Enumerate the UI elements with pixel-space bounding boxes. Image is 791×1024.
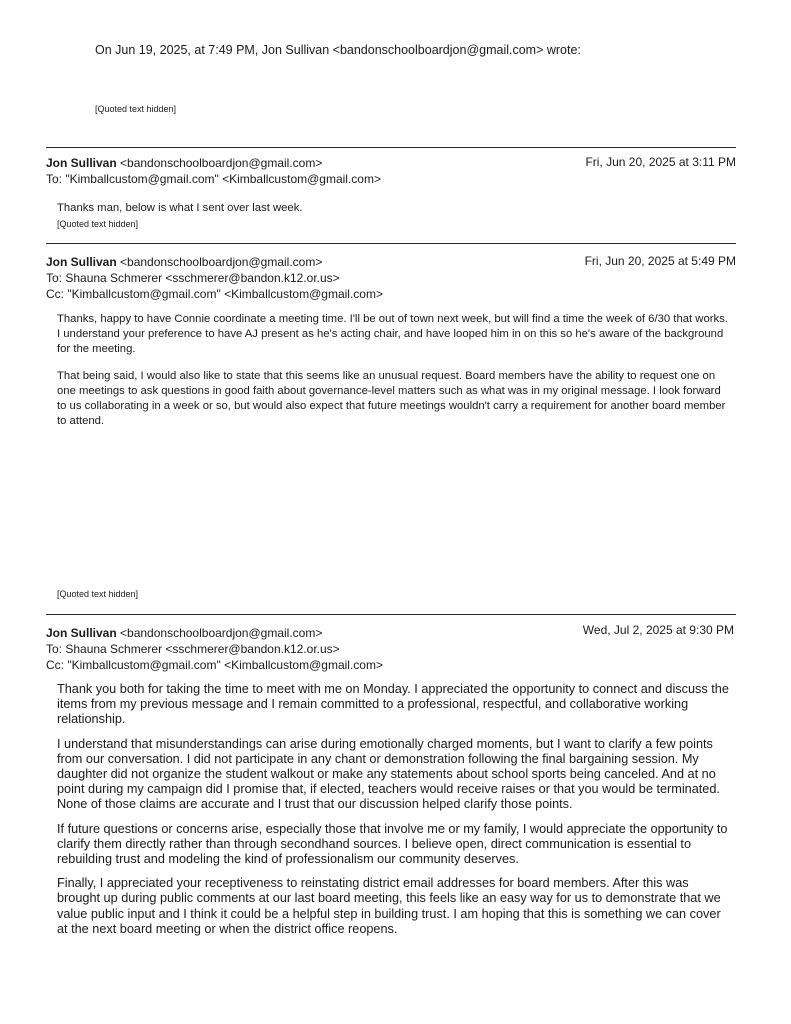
to-line: To: Shauna Schmerer <sschmerer@bandon.k12.or.us> bbox=[46, 271, 340, 285]
sender-email: <bandonschoolboardjon@gmail.com> bbox=[120, 626, 323, 640]
message-body bbox=[57, 201, 727, 228]
sender-name: Jon Sullivan bbox=[46, 626, 117, 640]
intro-line: On Jun 19, 2025, at 7:49 PM, Jon Sullivan <bandonschoolboardjon@gmail.com> wrote: bbox=[95, 43, 581, 57]
body-paragraph: That being said, I would also like to state that this seems like an unusual request. Board members have the ability to request one on one meetings to ask questions in good faith about governance-level matters such as what was in my original message. I look forward to us collaborating in a week or so, but would also expect that future meetings wouldn't carry a requirement for another board member to attend. bbox=[57, 370, 726, 427]
body-paragraph: Thanks, happy to have Connie coordinate a meeting time. I'll be out of town next week, but will find a time the week of 6/30 that works. I understand your preference to have AJ present as he's acting chair, and have looped him in on this so he's aware of the background for the meeting. bbox=[57, 313, 728, 355]
message-body bbox=[57, 312, 729, 441]
sender-line bbox=[46, 155, 381, 171]
quoted-text-hidden-link[interactable]: [Quoted text hidden] bbox=[57, 589, 139, 599]
message-divider bbox=[46, 614, 736, 615]
sender-email: <bandonschoolboardjon@gmail.com> bbox=[120, 156, 323, 170]
to-line: To: Shauna Schmerer <sschmerer@bandon.k12.or.us> bbox=[46, 642, 340, 656]
cc-line: Cc: "Kimballcustom@gmail.com" <Kimballcustom@gmail.com> bbox=[46, 287, 383, 301]
quoted-text-hidden-link[interactable]: [Quoted text hidden] bbox=[95, 104, 177, 114]
sender-name: Jon Sullivan bbox=[46, 255, 117, 269]
message-date: Fri, Jun 20, 2025 at 5:49 PM bbox=[584, 254, 736, 268]
message-header bbox=[46, 254, 383, 302]
quoted-text-hidden-link[interactable]: [Quoted text hidden] bbox=[57, 219, 139, 229]
message-divider bbox=[46, 147, 736, 148]
cc-line: Cc: "Kimballcustom@gmail.com" <Kimballcustom@gmail.com> bbox=[46, 658, 383, 672]
sender-email: <bandonschoolboardjon@gmail.com> bbox=[120, 255, 323, 269]
sender-line bbox=[46, 625, 383, 641]
sender-name: Jon Sullivan bbox=[46, 156, 117, 170]
message-header bbox=[46, 625, 383, 673]
message-date: Wed, Jul 2, 2025 at 9:30 PM bbox=[582, 623, 734, 637]
body-paragraph: Thank you both for taking the time to meet with me on Monday. I appreciated the opportunity to connect and discuss the items from my previous message and I remain committed to a professional, respectful, and collaborative working relationship. bbox=[57, 682, 729, 727]
body-paragraph: Finally, I appreciated your receptiveness to reinstating district email addresses for board members. After this was brought up during public comments at our last board meeting, this feels like an easy way for us to demonstrate that we value public input and I think it could be a helpful step in building trust. I am hoping that this is something we can cover at the next board meeting or when the district office reopens. bbox=[57, 876, 721, 936]
message-date: Fri, Jun 20, 2025 at 3:11 PM bbox=[585, 155, 736, 169]
sender-line bbox=[46, 254, 383, 270]
message-body bbox=[57, 682, 729, 946]
to-line: To: "Kimballcustom@gmail.com" <Kimballcustom@gmail.com> bbox=[46, 172, 381, 186]
body-paragraph: If future questions or concerns arise, especially those that involve me or my family, I would appreciate the opportunity to clarify them directly rather than through secondhand sources. I believe open, direct communication is essential to rebuilding trust and modeling the kind of professionalism our community deserves. bbox=[57, 821, 728, 867]
message-divider bbox=[46, 243, 736, 244]
body-paragraph: Thanks man, below is what I sent over last week. bbox=[57, 202, 303, 214]
body-paragraph: I understand that misunderstandings can arise during emotionally charged moments, but I want to clarify a few points from our conversation. I did not participate in any chant or demonstration following the final bargaining session. My daughter did not organize the student walkout or make any statements about school sports being canceled. And at no point during my campaign did I promise that, if elected, teachers would receive raises or that you would be terminated. None of those claims are accurate and I trust that our discussion helped clarify those points. bbox=[57, 736, 720, 812]
message-header bbox=[46, 155, 381, 187]
